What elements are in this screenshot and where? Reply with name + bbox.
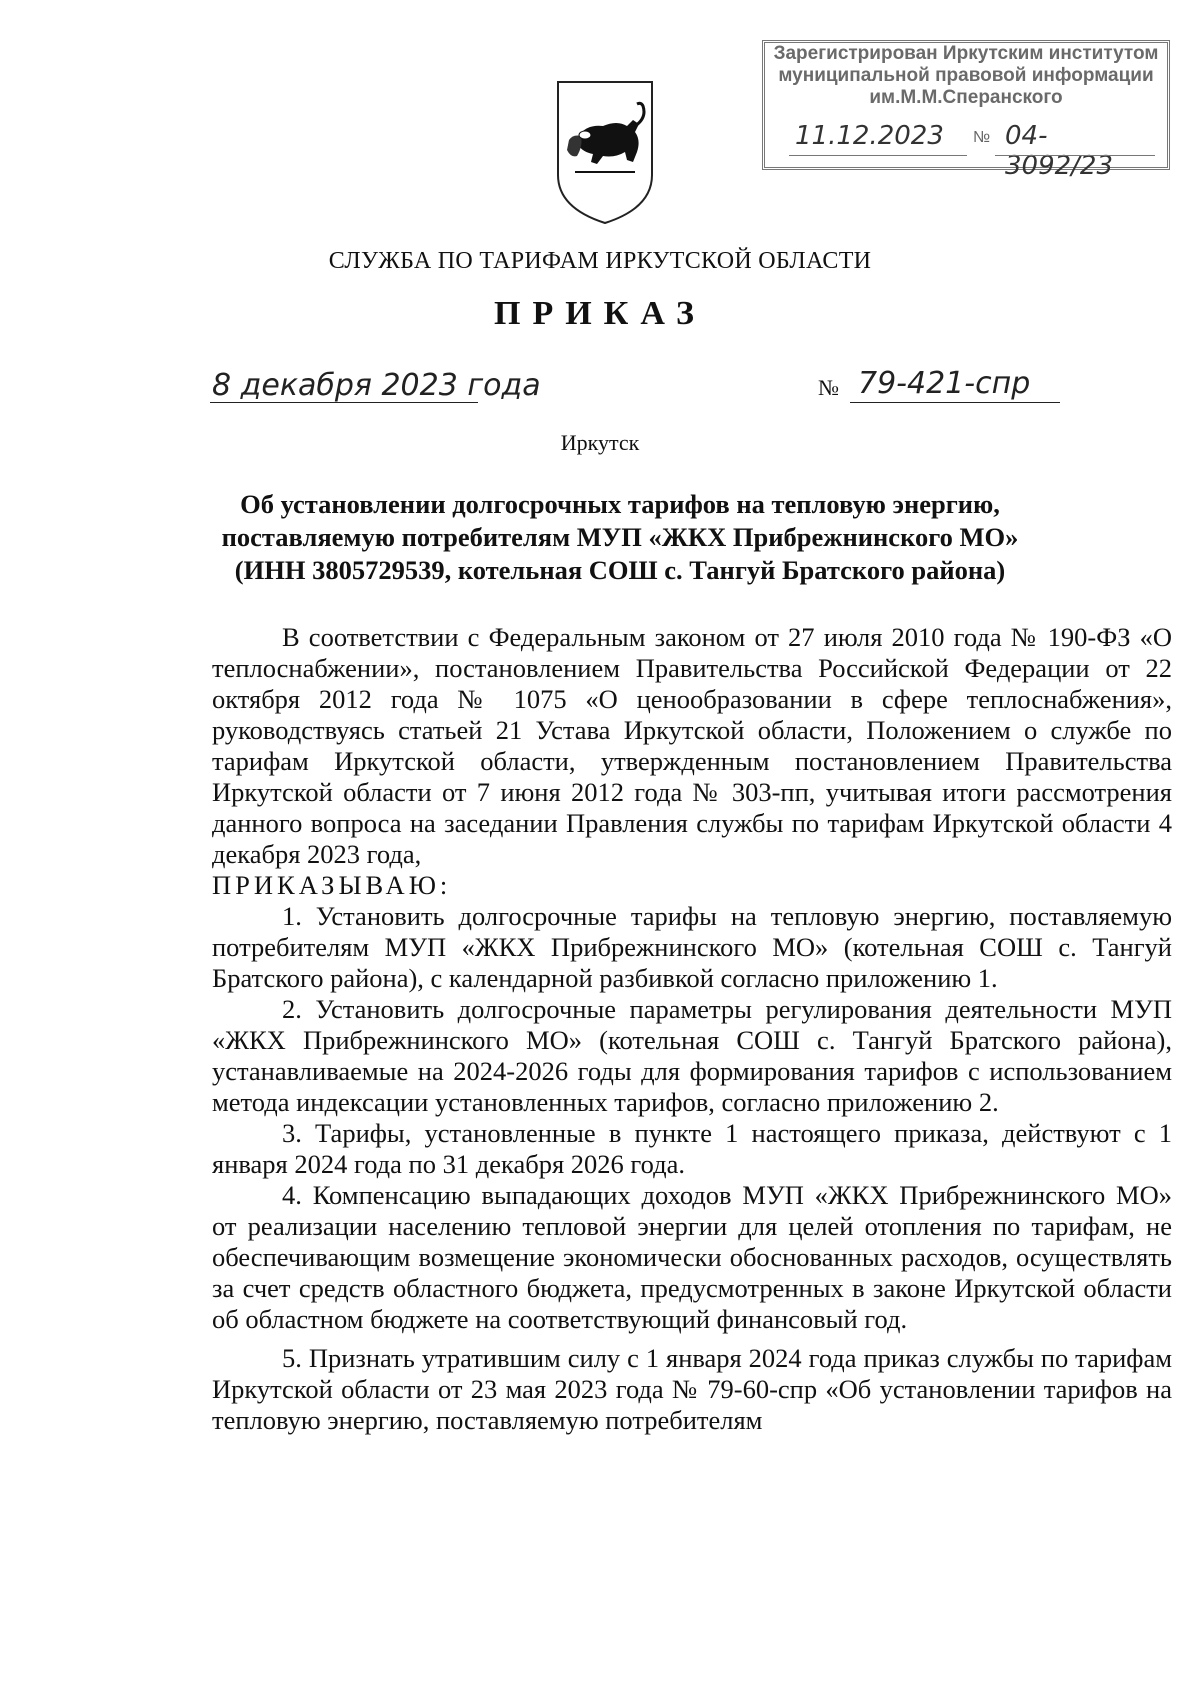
stamp-line-3: им.М.М.Сперанского bbox=[869, 87, 1063, 108]
registration-stamp bbox=[762, 40, 1170, 181]
item-paragraph-5: 5. Признать утратившим силу с 1 января 2024 года приказ службы по тарифам Иркутской области от 23 мая 2023 года № 79-60-спр «Об установлении тарифов на тепловую энергию, поставляемую потребителям bbox=[212, 1343, 1172, 1435]
organization-name: СЛУЖБА ПО ТАРИФАМ ИРКУТСКОЙ ОБЛАСТИ bbox=[328, 248, 872, 274]
document-title bbox=[200, 488, 1040, 587]
city: Иркутск bbox=[560, 430, 640, 455]
stamp-number-underline bbox=[995, 155, 1155, 156]
item-paragraph-3: 3. Тарифы, установленные в пункте 1 настоящего приказа, действуют с 1 января 2024 года по 31 декабря 2026 года. bbox=[212, 1118, 1172, 1179]
document-type: ПРИКАЗ bbox=[494, 295, 706, 332]
order-number-label: № bbox=[818, 375, 839, 400]
stamp-registration-date: 11.12.2023 bbox=[795, 121, 944, 151]
item-paragraph-4: 4. Компенсацию выпадающих доходов МУП «ЖКХ Прибрежнинского МО» от реализации населению тепловой энергии для целей отопления по тарифам, не обеспечивающим возмещение экономически обоснованных расходов, осуществлять за счет средств областного бюджета, предусмотренных в законе Иркутской области об областном бюджете на соответствующий финансовый год. bbox=[212, 1180, 1172, 1334]
order-date: 8 декабря 2023 года bbox=[212, 368, 541, 403]
stamp-date-underline bbox=[789, 155, 967, 156]
stamp-line-2: муниципальной правовой информации bbox=[778, 65, 1154, 86]
number-underline bbox=[850, 402, 1060, 403]
title-line-3: (ИНН 3805729539, котельная СОШ с. Тангуй Братского района) bbox=[234, 555, 1006, 585]
title-line-2: поставляемую потребителям МУП «ЖКХ Прибрежнинского МО» bbox=[221, 522, 1019, 552]
preamble-paragraph: В соответствии с Федеральным законом от 27 июля 2010 года № 190-ФЗ «О теплоснабжении», постановлением Правительства Российской Федерации от 22 октября 2012 года № 1075 «О ценообразовании в сфере теплоснабжения», руководствуясь статьей 21 Устава Иркутской области, Положением о службе по тарифам Иркутской области, утвержденным постановлением Правительства Иркутской области от 7 июня 2012 года № 303-пп, учитывая итоги рассмотрения данного вопроса на заседании Правления службы по тарифам Иркутской области 4 декабря 2023 года, bbox=[212, 622, 1172, 869]
document-body bbox=[212, 622, 1172, 1436]
command-word: ПРИКАЗЫВАЮ: bbox=[212, 870, 452, 900]
coat-of-arms-emblem bbox=[555, 80, 655, 225]
stamp-line-1: Зарегистрирован Иркутским институтом bbox=[773, 43, 1159, 64]
stamp-registration-number: 04-3092/23 bbox=[1005, 121, 1114, 181]
order-number: 79-421-спр bbox=[858, 366, 1031, 401]
stamp-number-label: № bbox=[973, 129, 991, 146]
item-paragraph-2: 2. Установить долгосрочные параметры регулирования деятельности МУП «ЖКХ Прибрежнинского МО» (котельная СОШ с. Тангуй Братского района), устанавливаемые на 2024-2026 годы для формирования тарифов с использованием метода индексации установленных тарифов, согласно приложению 2. bbox=[212, 994, 1172, 1117]
date-underline bbox=[210, 402, 478, 403]
stamp-registration bbox=[783, 121, 1153, 181]
item-paragraph-1: 1. Установить долгосрочные тарифы на тепловую энергию, поставляемую потребителям МУП «ЖКХ Прибрежнинского МО» (котельная СОШ с. Тангуй Братского района), с календарной разбивкой согласно приложению 1. bbox=[212, 901, 1172, 993]
title-line-1: Об установлении долгосрочных тарифов на тепловую энергию, bbox=[240, 489, 1000, 519]
